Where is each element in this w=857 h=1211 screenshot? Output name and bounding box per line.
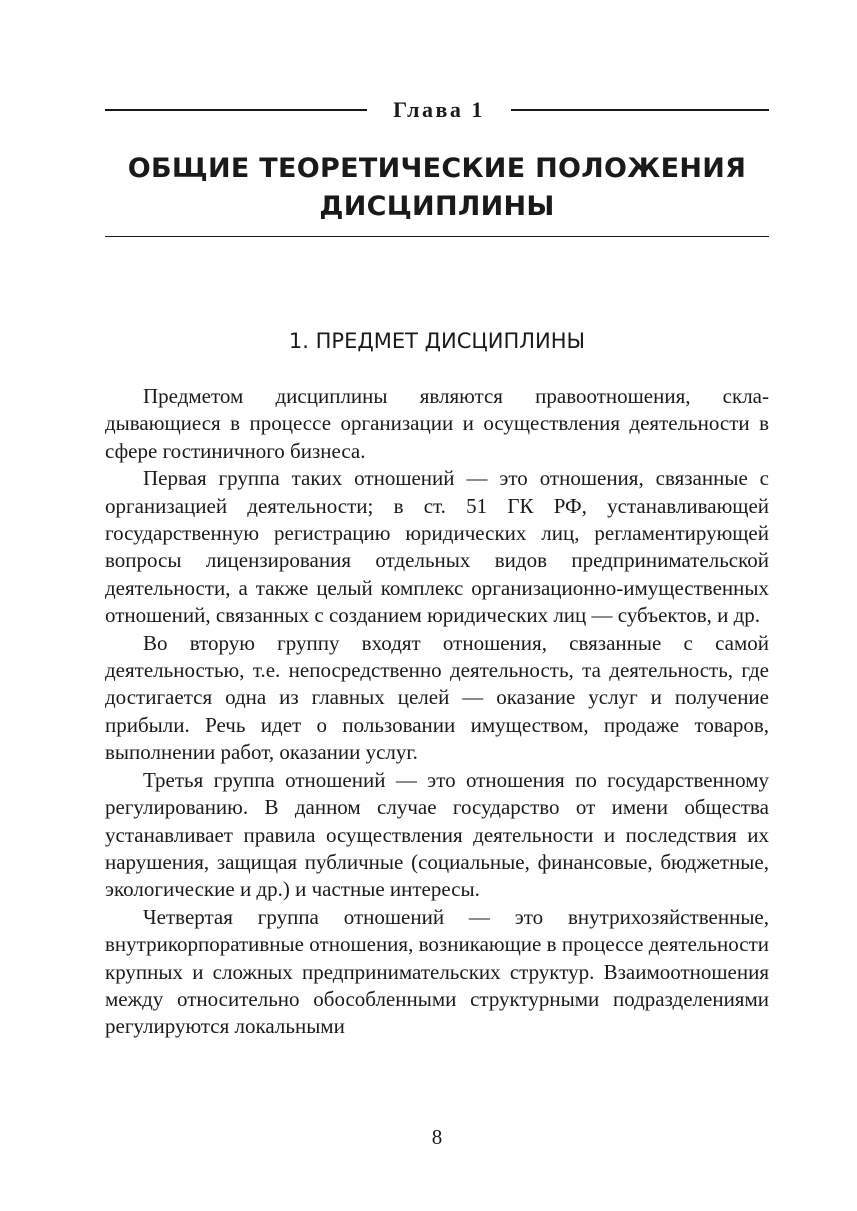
page-number: 8 [431, 1125, 443, 1149]
paragraph: Третья группа отношений — это отношения по государственному регулированию. В данном случае государство от имени общества устанавливает правила осуществления деятельности и последствия их нарушения, защищая публичные (социальные, финансовые, бюджетные, экологические и др.) и частные интересы. [105, 767, 769, 902]
paragraph: Четвертая группа отношений — это внутрихозяйственные, внутрикорпоративные отношения, возникающие в процессе деятельности крупных и сложных предпринимательских структур. Взаимоотношения между относительно обособленными структурными подразделениями регулируются локальными [105, 904, 769, 1039]
chapter-rule-right [511, 109, 769, 111]
section-title: 1. ПРЕДМЕТ ДИСЦИПЛИНЫ [288, 329, 586, 353]
paragraph: Во вторую группу входят отношения, связанные с самой деятельностью, т.е. непосредственно деятельность, та деятельность, где достигается одна из главных целей — оказание услуг и получение прибыли. Речь идет о пользовании имуществом, продаже товаров, выполнении работ, оказании услуг. [105, 630, 769, 765]
paragraph: Первая группа таких отношений — это отношения, связанные с организацией деятельности; в ст. 51 ГК РФ, устанавливающей государственную регистрацию юридических лиц, регламентирующей вопросы лицензирования отдельных видов предпринимательской деятельности, а также целый комплекс организационно-имущественных отношений, связанных с созданием юридических лиц — субъектов, и др. [105, 466, 769, 628]
chapter-label: Глава 1 [393, 97, 485, 122]
title-divider [105, 236, 769, 237]
body-text [105, 383, 769, 1041]
chapter-header [105, 95, 769, 125]
chapter-rule-left [105, 109, 367, 111]
chapter-title: ОБЩИЕ ТЕОРЕТИЧЕСКИЕ ПОЛОЖЕНИЯ ДИСЦИПЛИНЫ [127, 153, 747, 222]
paragraph: Предметом дисциплины являются правоотношения, складывающиеся в процессе организации и осуществления деятельности в сфере гостиничного бизнеса. [105, 384, 769, 463]
